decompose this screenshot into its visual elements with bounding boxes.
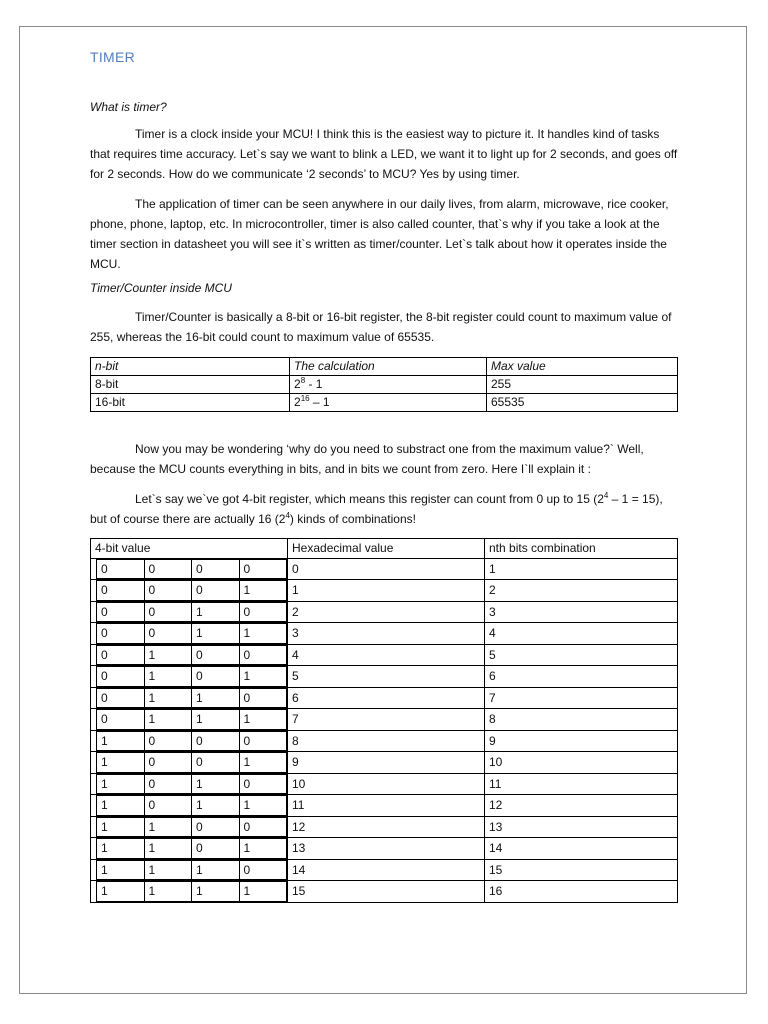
superscript: 4 — [603, 491, 609, 500]
paragraph-text-b: – 1 = 15), but of course there are actually 16 (2 — [90, 492, 663, 526]
paragraph-text: Timer/Counter is basically a 8-bit or 16-bit register, the 8-bit register could count to maximum value of 255, whereas the 16-bit could count to maximum value of 65535. — [90, 310, 672, 344]
nth-cell: 5 — [485, 644, 678, 666]
bit-grid — [96, 688, 287, 709]
nth-cell: 15 — [485, 859, 678, 881]
bit-cell: 1 — [144, 645, 192, 665]
bit-cell: 0 — [192, 817, 240, 837]
four-bit-value-cell — [91, 601, 288, 623]
four-bit-value-cell — [91, 816, 288, 838]
bit-cell: 0 — [97, 602, 145, 622]
superscript: 4 — [285, 511, 290, 520]
bit-grid — [96, 731, 287, 752]
bit-cell: 0 — [144, 774, 192, 794]
calc-base: 2 — [294, 395, 301, 409]
bit-cell: 0 — [239, 817, 287, 837]
table-row — [91, 644, 678, 666]
paragraph-timer-intro — [90, 124, 680, 184]
bit-cell: 1 — [192, 688, 240, 708]
calc-rest: – 1 — [309, 395, 330, 409]
bit-cell: 1 — [239, 839, 287, 859]
nth-cell: 12 — [485, 795, 678, 817]
bit-cell: 1 — [192, 624, 240, 644]
four-bit-value-cell — [91, 644, 288, 666]
bit-row — [97, 602, 287, 622]
bit-cell: 1 — [97, 860, 145, 880]
max-value-table — [90, 357, 678, 412]
bit-row — [97, 624, 287, 644]
four-bit-value-cell — [91, 666, 288, 688]
bit-cell: 0 — [97, 645, 145, 665]
bit-cell: 1 — [144, 667, 192, 687]
paragraph-text: Timer is a clock inside your MCU! I think this is the easiest way to picture it. It handles kind of tasks that requires time accuracy. Let`s say we want to blink a LED, we want it to light up for 2 seconds, and goes off for 2 seconds. How do we communicate ‘2 seconds’ to MCU? Yes by using timer. — [90, 127, 678, 181]
bit-cell: 1 — [97, 796, 145, 816]
nth-cell: 9 — [485, 730, 678, 752]
four-bit-value-cell — [91, 623, 288, 645]
bit-cell: 1 — [144, 860, 192, 880]
bit-cell: 0 — [144, 796, 192, 816]
bit-cell: 1 — [144, 688, 192, 708]
bit-row — [97, 731, 287, 751]
table-row — [91, 752, 678, 774]
nth-cell: 6 — [485, 666, 678, 688]
table-row — [91, 730, 678, 752]
table-row — [91, 795, 678, 817]
bit-cell: 0 — [239, 688, 287, 708]
hex-cell: 11 — [288, 795, 485, 817]
column-header: Hexadecimal value — [288, 539, 485, 559]
column-header: nth bits combination — [485, 539, 678, 559]
hex-cell: 15 — [288, 881, 485, 903]
bit-cell: 0 — [144, 602, 192, 622]
bit-cell: 1 — [97, 839, 145, 859]
table-row — [91, 558, 678, 580]
column-header: The calculation — [290, 358, 487, 376]
four-bit-value-cell — [91, 580, 288, 602]
table-row — [91, 666, 678, 688]
nbit-cell: 8-bit — [91, 376, 290, 394]
bit-row — [97, 817, 287, 837]
nth-cell: 4 — [485, 623, 678, 645]
bit-cell: 0 — [192, 667, 240, 687]
bit-cell: 0 — [144, 624, 192, 644]
bit-cell: 0 — [239, 602, 287, 622]
four-bit-value-cell — [91, 730, 288, 752]
hex-cell: 13 — [288, 838, 485, 860]
table-row — [91, 709, 678, 731]
hex-cell: 4 — [288, 644, 485, 666]
bit-grid — [96, 645, 287, 666]
bit-grid — [96, 817, 287, 838]
hex-cell: 8 — [288, 730, 485, 752]
bit-cell: 0 — [97, 581, 145, 601]
column-header: Max value — [487, 358, 678, 376]
nth-cell: 8 — [485, 709, 678, 731]
bit-grid — [96, 752, 287, 773]
bit-cell: 0 — [97, 710, 145, 730]
bit-cell: 1 — [239, 667, 287, 687]
bit-cell: 0 — [97, 559, 145, 579]
bit-cell: 0 — [239, 774, 287, 794]
bit-grid — [96, 623, 287, 644]
bit-row — [97, 882, 287, 902]
four-bit-value-cell — [91, 752, 288, 774]
bit-cell: 0 — [192, 753, 240, 773]
four-bit-combination-table — [90, 538, 678, 903]
bit-cell: 0 — [144, 731, 192, 751]
bit-cell: 0 — [144, 559, 192, 579]
bit-cell: 1 — [239, 796, 287, 816]
nth-cell: 16 — [485, 881, 678, 903]
table-row — [91, 859, 678, 881]
nth-cell: 1 — [485, 558, 678, 580]
bit-cell: 1 — [239, 882, 287, 902]
nth-cell: 11 — [485, 773, 678, 795]
paragraph-timer-application — [90, 194, 680, 274]
bit-cell: 0 — [192, 839, 240, 859]
four-bit-value-cell — [91, 558, 288, 580]
bit-cell: 1 — [239, 753, 287, 773]
bit-cell: 1 — [192, 882, 240, 902]
four-bit-value-cell — [91, 881, 288, 903]
bit-cell: 1 — [192, 774, 240, 794]
calc-exponent: 8 — [300, 376, 306, 385]
bit-grid — [96, 709, 287, 730]
bit-grid — [96, 602, 287, 623]
four-bit-value-cell — [91, 795, 288, 817]
bit-cell: 1 — [97, 774, 145, 794]
table-row — [91, 580, 678, 602]
calc-base: 2 — [294, 377, 301, 391]
bit-row — [97, 860, 287, 880]
bit-cell: 0 — [144, 753, 192, 773]
bit-grid — [96, 795, 287, 816]
bit-cell: 1 — [97, 882, 145, 902]
max-value-cell: 255 — [487, 376, 678, 394]
nth-cell: 7 — [485, 687, 678, 709]
paragraph-text-c: ) kinds of combinations! — [289, 512, 416, 526]
bit-cell: 0 — [192, 645, 240, 665]
table-header-row — [91, 358, 678, 376]
table-row — [91, 376, 678, 394]
bit-cell: 0 — [97, 667, 145, 687]
bit-cell: 0 — [192, 581, 240, 601]
paragraph-text: The application of timer can be seen anywhere in our daily lives, from alarm, microwave, rice cooker, phone, phone, laptop, etc. In microcontroller, timer is also called counter, that`s why if you take a look at the timer section in datasheet you will see it`s written as timer/counter. Let`s talk about how it operates inside the MCU. — [90, 197, 669, 271]
bit-cell: 1 — [239, 624, 287, 644]
bit-row — [97, 645, 287, 665]
bit-row — [97, 796, 287, 816]
document-title: TIMER — [90, 49, 136, 65]
max-value-cell: 65535 — [487, 394, 678, 412]
paragraph-text: Now you may be wondering ‘why do you need to substract one from the maximum value?` Well, because the MCU counts everything in bits, and in bits we count from zero. Here I`ll explain it : — [90, 442, 644, 476]
hex-cell: 0 — [288, 558, 485, 580]
bit-row — [97, 839, 287, 859]
bit-row — [97, 688, 287, 708]
hex-cell: 14 — [288, 859, 485, 881]
table-row — [91, 881, 678, 903]
bit-cell: 1 — [192, 860, 240, 880]
four-bit-value-cell — [91, 859, 288, 881]
bit-grid — [96, 666, 287, 687]
table-row — [91, 394, 678, 412]
hex-cell: 12 — [288, 816, 485, 838]
bit-cell: 1 — [192, 710, 240, 730]
hex-cell: 10 — [288, 773, 485, 795]
bit-row — [97, 581, 287, 601]
bit-cell: 0 — [192, 731, 240, 751]
bit-grid — [96, 559, 287, 580]
paragraph-text-a: Let`s say we`ve got 4-bit register, which means this register can count from 0 up to 15 (2 — [135, 492, 604, 506]
table-body — [91, 558, 678, 902]
calc-exponent: 16 — [300, 394, 310, 403]
document-page — [19, 26, 747, 994]
hex-cell: 1 — [288, 580, 485, 602]
hex-cell: 9 — [288, 752, 485, 774]
nth-cell: 13 — [485, 816, 678, 838]
hex-cell: 7 — [288, 709, 485, 731]
bit-grid — [96, 774, 287, 795]
nth-cell: 10 — [485, 752, 678, 774]
calculation-cell — [290, 394, 487, 412]
calculation-cell — [290, 376, 487, 394]
bit-cell: 1 — [239, 581, 287, 601]
paragraph-register-size — [90, 307, 680, 347]
table-row — [91, 816, 678, 838]
bit-cell: 0 — [239, 860, 287, 880]
bit-row — [97, 710, 287, 730]
nbit-cell: 16-bit — [91, 394, 290, 412]
paragraph-why-subtract — [90, 439, 680, 479]
bit-grid — [96, 881, 287, 902]
calc-rest: - 1 — [305, 377, 323, 391]
four-bit-value-cell — [91, 687, 288, 709]
hex-cell: 6 — [288, 687, 485, 709]
column-header: 4-bit value — [91, 539, 288, 559]
table-body — [91, 376, 678, 412]
four-bit-value-cell — [91, 838, 288, 860]
bit-row — [97, 559, 287, 579]
hex-cell: 5 — [288, 666, 485, 688]
table-row — [91, 623, 678, 645]
bit-cell: 1 — [97, 817, 145, 837]
section-heading-what-is-timer: What is timer? — [90, 100, 167, 114]
four-bit-value-cell — [91, 773, 288, 795]
column-header: n-bit — [91, 358, 290, 376]
nth-cell: 14 — [485, 838, 678, 860]
bit-cell: 1 — [192, 796, 240, 816]
bit-cell: 0 — [239, 559, 287, 579]
bit-cell: 1 — [97, 753, 145, 773]
table-header-row — [91, 539, 678, 559]
table-row — [91, 838, 678, 860]
nth-cell: 3 — [485, 601, 678, 623]
bit-cell: 1 — [144, 817, 192, 837]
table-row — [91, 687, 678, 709]
table-row — [91, 601, 678, 623]
hex-cell: 2 — [288, 601, 485, 623]
bit-cell: 1 — [144, 839, 192, 859]
bit-cell: 0 — [192, 559, 240, 579]
bit-cell: 1 — [97, 731, 145, 751]
bit-grid — [96, 860, 287, 881]
bit-cell: 0 — [144, 581, 192, 601]
bit-row — [97, 667, 287, 687]
bit-cell: 0 — [239, 645, 287, 665]
table-row — [91, 773, 678, 795]
nth-cell: 2 — [485, 580, 678, 602]
bit-row — [97, 774, 287, 794]
bit-cell: 1 — [192, 602, 240, 622]
paragraph-four-bit-example — [90, 489, 680, 529]
bit-cell: 0 — [239, 731, 287, 751]
bit-row — [97, 753, 287, 773]
bit-cell: 1 — [239, 710, 287, 730]
bit-cell: 0 — [97, 624, 145, 644]
section-heading-timer-counter: Timer/Counter inside MCU — [90, 281, 232, 295]
bit-cell: 0 — [97, 688, 145, 708]
four-bit-value-cell — [91, 709, 288, 731]
bit-grid — [96, 580, 287, 601]
bit-grid — [96, 838, 287, 859]
bit-cell: 1 — [144, 710, 192, 730]
bit-cell: 1 — [144, 882, 192, 902]
hex-cell: 3 — [288, 623, 485, 645]
